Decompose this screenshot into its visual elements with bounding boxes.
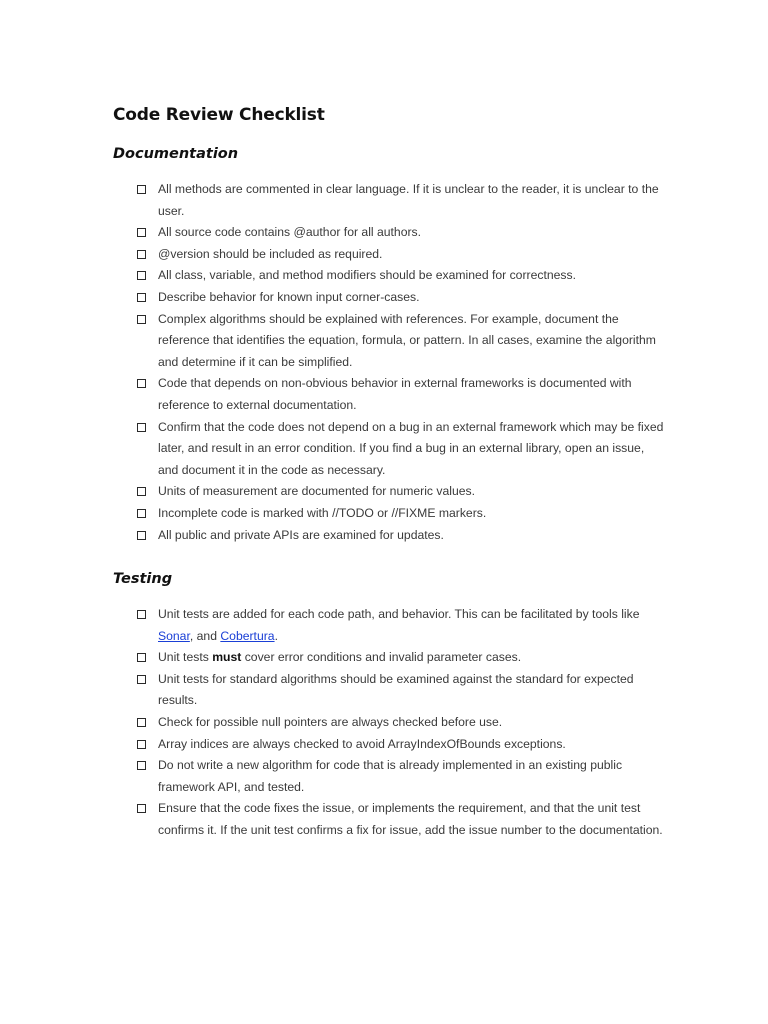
testing-checklist xyxy=(136,604,666,842)
checkbox-icon[interactable] xyxy=(137,379,146,388)
checkbox-icon[interactable] xyxy=(137,185,146,194)
checklist-item-text-part: cover error conditions and invalid parameter cases. xyxy=(241,650,522,665)
checklist-item xyxy=(136,734,666,756)
documentation-heading: Documentation xyxy=(113,146,239,162)
checklist-item-text: All class, variable, and method modifiers should be examined for correctness. xyxy=(158,268,576,283)
checkbox-icon[interactable] xyxy=(137,804,146,813)
checklist-item xyxy=(136,287,666,309)
checklist-item-text: @version should be included as required. xyxy=(158,246,383,261)
checkbox-icon[interactable] xyxy=(137,487,146,496)
checkbox-icon[interactable] xyxy=(137,509,146,518)
checkbox-icon[interactable] xyxy=(137,718,146,727)
checkbox-icon[interactable] xyxy=(137,271,146,280)
checklist-item xyxy=(136,373,666,416)
checklist-item xyxy=(136,712,666,734)
sonar-link[interactable]: Sonar xyxy=(158,628,190,643)
checklist-item-text-part: , and xyxy=(189,628,221,643)
checklist-item-text: All source code contains @author for all authors. xyxy=(158,225,422,240)
checklist-item-text-part: Unit tests xyxy=(158,650,213,665)
checklist-item-text: Ensure that the code fixes the issue, or implements the requirement, and that the unit test confirms it. If the unit test confirms a fix for issue, add the issue number to the documentation. xyxy=(158,801,663,837)
cobertura-link[interactable]: Cobertura xyxy=(220,628,275,643)
checkbox-icon[interactable] xyxy=(137,423,146,432)
checklist-item xyxy=(136,222,666,244)
checkbox-icon[interactable] xyxy=(137,293,146,302)
checklist-item xyxy=(136,481,666,503)
checklist-item-text: Do not write a new algorithm for code that is already implemented in an existing public framework API, and tested. xyxy=(158,758,623,794)
checkbox-icon[interactable] xyxy=(137,250,146,259)
checklist-item-text: Units of measurement are documented for numeric values. xyxy=(158,484,476,499)
checklist-item xyxy=(136,417,666,482)
checklist-item xyxy=(136,503,666,525)
checklist-item xyxy=(136,244,666,266)
checkbox-icon[interactable] xyxy=(137,653,146,662)
emphasis-text: must xyxy=(212,650,242,665)
checklist-item-text: Code that depends on non-obvious behavior in external frameworks is documented with reference to external documentation. xyxy=(158,376,632,412)
checklist-item xyxy=(136,647,666,669)
checklist-item xyxy=(136,669,666,712)
checklist-item xyxy=(136,525,666,547)
checklist-item-text: Check for possible null pointers are always checked before use. xyxy=(158,714,503,729)
checklist-item xyxy=(136,604,666,647)
checklist-item-text: All methods are commented in clear language. If it is unclear to the reader, it is unclear to the user. xyxy=(158,182,659,218)
documentation-checklist xyxy=(136,179,666,546)
checklist-item-text: All public and private APIs are examined for updates. xyxy=(158,527,444,542)
checklist-item-text-part: Unit tests are added for each code path, and behavior. This can be facilitated by tools like xyxy=(158,607,640,621)
checkbox-icon[interactable] xyxy=(137,675,146,684)
testing-heading: Testing xyxy=(113,571,173,587)
checklist-item xyxy=(136,179,666,222)
checklist-item-text: Complex algorithms should be explained with references. For example, document the reference that identifies the equation, formula, or pattern. In all cases, examine the algorithm and determine if it can be simplified. xyxy=(158,311,656,369)
checklist-item-text: Confirm that the code does not depend on a bug in an external framework which may be fixed later, and result in an error condition. If you find a bug in an external library, open an issue, and document it in the code as necessary. xyxy=(158,419,664,477)
checklist-item-text: Describe behavior for known input corner-cases. xyxy=(158,289,420,304)
checklist-item xyxy=(136,309,666,374)
page-title: Code Review Checklist xyxy=(113,105,325,125)
checkbox-icon[interactable] xyxy=(137,610,146,619)
checklist-item xyxy=(136,755,666,798)
checkbox-icon[interactable] xyxy=(137,315,146,324)
checklist-item-text: Array indices are always checked to avoid ArrayIndexOfBounds exceptions. xyxy=(158,736,566,751)
checkbox-icon[interactable] xyxy=(137,228,146,237)
checkbox-icon[interactable] xyxy=(137,740,146,749)
checklist-item-text: Unit tests for standard algorithms should be examined against the standard for expected results. xyxy=(158,671,634,708)
checklist-item-text xyxy=(158,607,639,643)
checkbox-icon[interactable] xyxy=(137,531,146,540)
checklist-item-text-part: . xyxy=(274,628,278,643)
checklist-item xyxy=(136,798,666,841)
checklist-item-text xyxy=(158,650,521,664)
checkbox-icon[interactable] xyxy=(137,761,146,770)
checklist-item-text: Incomplete code is marked with //TODO or //FIXME markers. xyxy=(158,505,487,520)
checklist-item xyxy=(136,265,666,287)
